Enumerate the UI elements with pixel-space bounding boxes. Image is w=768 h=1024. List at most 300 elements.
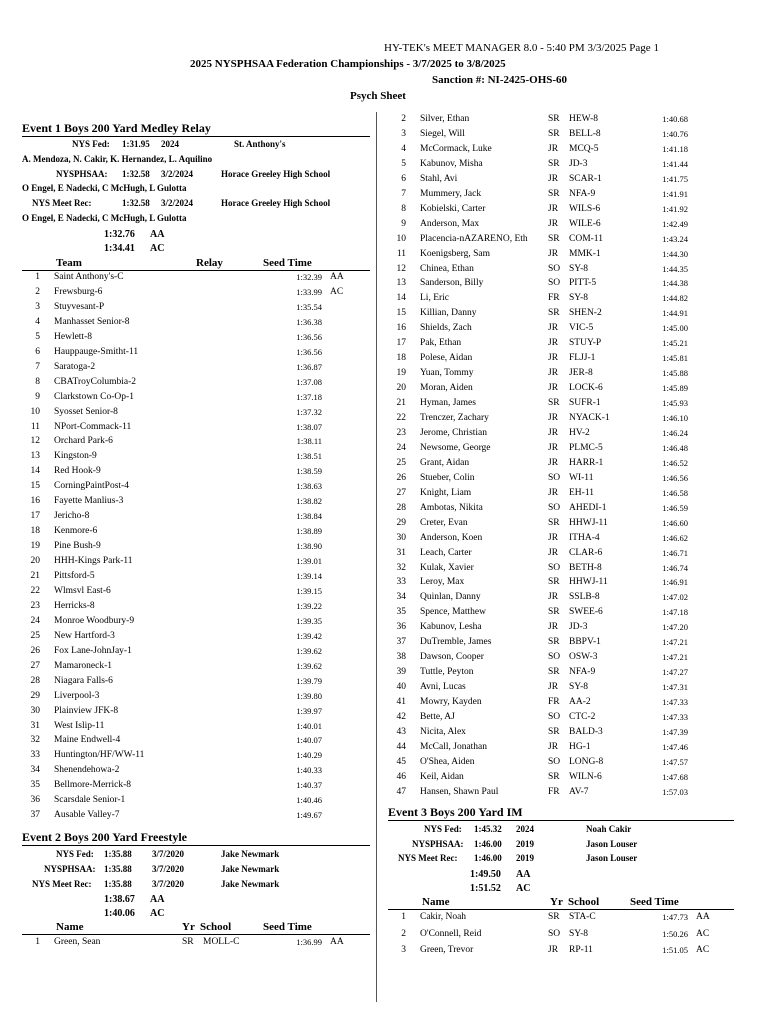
entry-seed-time: 1:45.93 xyxy=(662,398,688,409)
entry-seed-time: 1:45.81 xyxy=(662,353,688,364)
entry-rank: 32 xyxy=(30,735,40,746)
entry-seed-time: 1:40.76 xyxy=(662,128,688,139)
entry-school: SWEE-6 xyxy=(569,607,603,618)
relay-entry-row xyxy=(22,719,370,733)
event3-record-meet-time: 1:46.00 xyxy=(474,853,502,863)
entry-seed-time: 1:47.18 xyxy=(662,607,688,618)
entry-year: SR xyxy=(548,128,560,139)
entry-seed-time: 1:37.08 xyxy=(296,376,322,387)
event2-standard-ac-time: 1:40.06 xyxy=(104,908,135,919)
entry-seed-time: 1:47.21 xyxy=(662,652,688,663)
entry-seed-time: 1:47.31 xyxy=(662,682,688,693)
entry-team: Mamaroneck-1 xyxy=(54,660,113,671)
swimmer-entry-row xyxy=(388,396,734,410)
entry-seed-time: 1:39.35 xyxy=(296,615,322,626)
entry-seed-time: 1:47.39 xyxy=(662,726,688,737)
event1-standard-ac-time: 1:34.41 xyxy=(104,243,135,254)
entry-standard: AC xyxy=(330,286,344,297)
swimmer-entry-row xyxy=(388,262,734,276)
entry-name: Creter, Evan xyxy=(420,517,468,528)
event2-record-nysfed-time: 1:35.88 xyxy=(104,849,132,859)
entry-rank: 24 xyxy=(30,615,40,626)
swimmer-entry-row xyxy=(388,755,734,769)
entry-seed-time: 1:38.84 xyxy=(296,511,322,522)
entry-year: SR xyxy=(548,726,560,737)
entry-rank: 33 xyxy=(396,577,406,588)
entry-rank: 23 xyxy=(396,427,406,438)
event2-record-nysfed-date: 3/7/2020 xyxy=(152,849,185,859)
swimmer-entry-row xyxy=(388,665,734,679)
event1-record-nysphsaa-time: 1:32.58 xyxy=(122,169,150,179)
entry-rank: 29 xyxy=(30,690,40,701)
swimmer-entry-row xyxy=(388,785,734,799)
entry-name: Stahl, Avi xyxy=(420,173,458,184)
entry-year: JR xyxy=(548,487,559,498)
entry-rank: 8 xyxy=(401,203,406,214)
event1-standard-ac-code: AC xyxy=(150,243,165,254)
software-header: HY-TEK's MEET MANAGER 8.0 - 5:40 PM 3/3/2025 Page 1 xyxy=(384,42,659,54)
event2-col-seed: Seed Time xyxy=(263,921,312,933)
entry-seed-time: 1:38.63 xyxy=(296,481,322,492)
event2-record-nysphsaa-time: 1:35.88 xyxy=(104,864,132,874)
relay-entry-row xyxy=(22,300,370,314)
entry-rank: 9 xyxy=(401,218,406,229)
event2-record-nysphsaa-date: 3/7/2020 xyxy=(152,864,185,874)
entry-team: Hewlett-8 xyxy=(54,331,92,342)
event1-record-nysfed-date: 2024 xyxy=(161,139,179,149)
entry-year: SR xyxy=(548,912,560,922)
entry-team: Fox Lane-JohnJay-1 xyxy=(54,645,132,656)
event3-record-nysfed-time: 1:45.32 xyxy=(474,824,502,834)
swimmer-entry-row xyxy=(388,680,734,694)
entry-name: Shields, Zach xyxy=(420,323,472,334)
entry-seed-time: 1:45.21 xyxy=(662,338,688,349)
entry-year: JR xyxy=(548,682,559,693)
entry-team: CorningPaintPost-4 xyxy=(54,481,129,492)
entry-seed-time: 1:46.91 xyxy=(662,577,688,588)
entry-seed-time: 1:40.07 xyxy=(296,735,322,746)
entry-school: WI-11 xyxy=(569,472,594,483)
event3-col-seed: Seed Time xyxy=(630,896,679,908)
entry-name: McCormack, Luke xyxy=(420,143,492,154)
entry-rank: 27 xyxy=(396,487,406,498)
entry-school: NYACK-1 xyxy=(569,413,610,423)
entry-rank: 20 xyxy=(30,556,40,567)
entry-team: Ausable Valley-7 xyxy=(54,810,120,821)
entry-rank: 30 xyxy=(30,705,40,716)
entry-seed-time: 1:46.74 xyxy=(662,562,688,573)
event1-record-meet-swimmers: O Engel, E Nadecki, C McHugh, L Gulotta xyxy=(22,213,187,223)
event1-record-nysphsaa-swimmers: O Engel, E Nadecki, C McHugh, L Gulotta xyxy=(22,183,187,193)
entry-rank: 47 xyxy=(396,786,406,797)
relay-entry-row xyxy=(22,449,370,463)
relay-entry-row xyxy=(22,733,370,747)
entry-rank: 42 xyxy=(396,712,406,722)
entry-team: Frewsburg-6 xyxy=(54,286,103,297)
event1-col-team: Team xyxy=(56,257,82,269)
entry-school: SSLB-8 xyxy=(569,592,600,603)
entry-team: Orchard Park-6 xyxy=(54,436,113,447)
entry-seed-time: 1:49.67 xyxy=(296,810,322,821)
entry-school: BALD-3 xyxy=(569,726,603,737)
entry-school: SY-8 xyxy=(569,928,589,939)
entry-name: Kabunov, Misha xyxy=(420,158,483,169)
entry-name: Hansen, Shawn Paul xyxy=(420,786,499,797)
entry-year: JR xyxy=(548,427,559,438)
entry-seed-time: 1:42.49 xyxy=(662,218,688,229)
entry-rank: 34 xyxy=(30,765,40,776)
entry-seed-time: 1:39.62 xyxy=(296,660,322,671)
entry-rank: 27 xyxy=(30,660,40,671)
entry-seed-time: 1:46.24 xyxy=(662,427,688,438)
event1-record-nysfed-swimmers: A. Mendoza, N. Cakir, K. Hernandez, L. Aquilino xyxy=(22,154,213,164)
event2-standard-ac-code: AC xyxy=(150,908,165,919)
entry-rank: 46 xyxy=(396,771,406,782)
entry-year: FR xyxy=(548,786,560,797)
entry-seed-time: 1:38.89 xyxy=(296,526,322,537)
entry-seed-time: 1:39.14 xyxy=(296,571,322,581)
entry-school: WILE-6 xyxy=(569,218,601,229)
entry-seed-time: 1:38.82 xyxy=(296,496,322,507)
swimmer-entry-row xyxy=(388,157,734,171)
event1-standard-aa-code: AA xyxy=(150,229,165,240)
swimmer-entry-row xyxy=(388,725,734,739)
entry-year: JR xyxy=(548,248,559,259)
entry-rank: 25 xyxy=(30,630,40,641)
entry-seed-time: 1:47.33 xyxy=(662,697,688,708)
event3-record-nysfed-holder: Noah Cakir xyxy=(586,824,632,834)
entry-rank: 39 xyxy=(396,667,406,678)
event2-record-meet-holder: Jake Newmark xyxy=(221,879,280,889)
entry-school: FLJJ-1 xyxy=(569,353,596,364)
entry-school: MCQ-5 xyxy=(569,143,599,154)
entry-rank: 43 xyxy=(396,726,406,737)
entry-seed-time: 1:47.68 xyxy=(662,771,688,782)
relay-entry-row xyxy=(22,434,370,448)
entry-team: Saint Anthony's-C xyxy=(54,272,124,282)
entry-rank: 30 xyxy=(396,532,406,543)
event2-record-meet-time: 1:35.88 xyxy=(104,879,132,889)
entry-school: CLAR-6 xyxy=(569,547,603,558)
event3-record-nysphsaa-label: NYSPHSAA: xyxy=(412,839,464,849)
entry-year: JR xyxy=(548,442,559,453)
entry-name: Hyman, James xyxy=(420,398,476,409)
event2-col-yr: Yr xyxy=(182,921,195,933)
event1-record-nysfed-time: 1:31.95 xyxy=(122,139,150,149)
entry-school: CTC-2 xyxy=(569,712,596,722)
entry-school: STA-C xyxy=(569,912,596,922)
entry-year: JR xyxy=(548,173,559,184)
entry-rank: 45 xyxy=(396,756,406,767)
entry-name: Bette, AJ xyxy=(420,712,455,722)
entry-seed-time: 1:39.62 xyxy=(296,645,322,656)
entry-school: BETH-8 xyxy=(569,562,602,573)
entry-school: LOCK-6 xyxy=(569,383,603,394)
entry-rank: 16 xyxy=(396,323,406,334)
entry-school: BELL-8 xyxy=(569,128,601,139)
entry-seed-time: 1:32.39 xyxy=(296,272,322,282)
swimmer-entry-row xyxy=(388,426,734,440)
entry-school: JER-8 xyxy=(569,368,593,379)
sheet-title: Psych Sheet xyxy=(350,90,406,102)
relay-entry-row xyxy=(22,629,370,643)
event2-standard-aa-code: AA xyxy=(150,894,165,905)
entry-name: Leroy, Max xyxy=(420,577,465,588)
entry-rank: 36 xyxy=(30,795,40,806)
entry-year: JR xyxy=(548,413,559,423)
relay-entry-row xyxy=(22,584,370,598)
entry-school: WILN-6 xyxy=(569,771,602,782)
event2-rule xyxy=(22,845,370,846)
entry-name: Chinea, Ethan xyxy=(420,263,474,274)
event1-record-meet-label: NYS Meet Rec: xyxy=(32,198,92,208)
entry-year: SO xyxy=(548,928,561,939)
entry-rank: 11 xyxy=(30,421,40,432)
entry-name: Quinlan, Danny xyxy=(420,592,481,603)
relay-entry-row xyxy=(22,345,370,359)
entry-seed-time: 1:44.38 xyxy=(662,278,688,289)
entry-year: SR xyxy=(548,233,560,244)
entry-rank: 26 xyxy=(30,645,40,656)
entry-rank: 10 xyxy=(396,233,406,244)
entry-seed-time: 1:47.57 xyxy=(662,756,688,767)
entry-team: Manhasset Senior-8 xyxy=(54,316,130,327)
entry-name: Cakir, Noah xyxy=(420,912,467,922)
entry-team: West Islip-11 xyxy=(54,720,105,731)
entry-rank: 21 xyxy=(30,571,40,581)
entry-seed-time: 1:38.11 xyxy=(296,436,322,447)
event1-standard-aa-time: 1:32.76 xyxy=(104,229,135,240)
entry-name: Anderson, Max xyxy=(420,218,480,229)
swimmer-entry-row xyxy=(388,306,734,320)
event2-record-nysfed-holder: Jake Newmark xyxy=(221,849,280,859)
event1-col-relay: Relay xyxy=(196,257,223,269)
relay-entry-row xyxy=(22,270,370,284)
entry-seed-time: 1:37.32 xyxy=(296,406,322,417)
entry-name: O'Shea, Aiden xyxy=(420,756,475,767)
entry-rank: 5 xyxy=(401,158,406,169)
entry-rank: 44 xyxy=(396,741,406,752)
event3-record-nysphsaa-holder: Jason Louser xyxy=(586,839,638,849)
event3-record-nysphsaa-time: 1:46.00 xyxy=(474,839,502,849)
entry-name: Kulak, Xavier xyxy=(420,562,474,573)
entry-rank: 38 xyxy=(396,652,406,663)
entry-team: Stuyvesant-P xyxy=(54,301,105,312)
entry-year: SR xyxy=(548,607,560,618)
event3-record-meet-label: NYS Meet Rec: xyxy=(398,853,458,863)
swimmer-entry-row xyxy=(388,471,734,485)
entry-rank: 4 xyxy=(35,316,40,327)
entry-year: SO xyxy=(548,712,561,722)
entry-year: SO xyxy=(548,652,561,663)
entry-school: LONG-8 xyxy=(569,756,604,767)
entry-seed-time: 1:38.90 xyxy=(296,541,322,552)
relay-entry-row xyxy=(22,569,370,583)
relay-entry-row xyxy=(22,479,370,493)
entry-team: Red Hook-9 xyxy=(54,466,101,477)
entry-team: Kingston-9 xyxy=(54,451,97,462)
relay-entry-row xyxy=(22,420,370,434)
entry-rank: 19 xyxy=(30,541,40,552)
event1-record-meet-holder: Horace Greeley High School xyxy=(221,198,331,208)
entry-school: HHWJ-11 xyxy=(569,517,608,528)
entry-school: AA-2 xyxy=(569,697,591,708)
entry-team: CBATroyColumbia-2 xyxy=(54,376,136,387)
entry-seed-time: 1:39.80 xyxy=(296,690,322,701)
swimmer-entry-row xyxy=(388,486,734,500)
entry-school: AV-7 xyxy=(569,786,589,797)
entry-seed-time: 1:47.73 xyxy=(662,912,688,922)
entry-seed-time: 1:38.59 xyxy=(296,466,322,477)
entry-rank: 1 xyxy=(35,272,40,282)
entry-seed-time: 1:36.38 xyxy=(296,316,322,327)
swimmer-entry-row xyxy=(388,232,734,246)
entry-seed-time: 1:47.46 xyxy=(662,741,688,752)
entry-seed-time: 1:50.26 xyxy=(662,928,688,939)
entry-team: Syosset Senior-8 xyxy=(54,406,118,417)
entry-seed-time: 1:40.01 xyxy=(296,720,322,731)
entry-team: Liverpool-3 xyxy=(54,690,100,701)
entry-seed-time: 1:41.91 xyxy=(662,188,688,199)
entry-seed-time: 1:44.91 xyxy=(662,308,688,319)
entry-name: Keil, Aidan xyxy=(420,771,464,782)
entry-name: Koenigsberg, Sam xyxy=(420,248,491,259)
swimmer-entry-row xyxy=(388,411,734,425)
relay-entry-row xyxy=(22,539,370,553)
relay-entry-row xyxy=(22,315,370,329)
entry-seed-time: 1:36.56 xyxy=(296,331,322,342)
swimmer-entry-row xyxy=(388,172,734,186)
event3-col-name: Name xyxy=(422,896,450,908)
entry-rank: 22 xyxy=(396,413,406,423)
entry-rank: 5 xyxy=(35,331,40,342)
entry-rank: 21 xyxy=(396,398,406,409)
entry-team: Pine Bush-9 xyxy=(54,541,101,552)
entry-name: Placencia-nAZARENO, Eth xyxy=(420,233,528,244)
swimmer-entry-row xyxy=(388,531,734,545)
entry-seed-time: 1:51.05 xyxy=(662,945,688,955)
entry-rank: 41 xyxy=(396,697,406,708)
entry-seed-time: 1:46.59 xyxy=(662,502,688,513)
entry-rank: 31 xyxy=(396,547,406,558)
entry-seed-time: 1:47.27 xyxy=(662,667,688,678)
entry-year: SO xyxy=(548,756,561,767)
entry-seed-time: 1:38.07 xyxy=(296,421,322,432)
entry-team: Clarkstown Co-Op-1 xyxy=(54,391,134,402)
entry-name: O'Connell, Reid xyxy=(420,928,482,939)
event3-record-meet-date: 2019 xyxy=(516,853,534,863)
swimmer-entry-row xyxy=(22,935,370,949)
entry-year: JR xyxy=(548,323,559,334)
entry-name: Trenczer, Zachary xyxy=(420,413,489,423)
entry-year: JR xyxy=(548,143,559,154)
entry-rank: 36 xyxy=(396,622,406,633)
swimmer-entry-row xyxy=(388,336,734,350)
entry-rank: 24 xyxy=(396,442,406,453)
entry-seed-time: 1:43.24 xyxy=(662,233,688,244)
swimmer-entry-row xyxy=(388,620,734,634)
entry-school: WILS-6 xyxy=(569,203,601,214)
entry-name: McCall, Jonathan xyxy=(420,741,488,752)
entry-school: VIC-5 xyxy=(569,323,594,334)
entry-rank: 22 xyxy=(30,585,40,596)
event3-record-meet-holder: Jason Louser xyxy=(586,853,638,863)
entry-team: Monroe Woodbury-9 xyxy=(54,615,135,626)
swimmer-entry-row xyxy=(388,910,734,924)
column-divider xyxy=(376,112,377,1002)
entry-rank: 26 xyxy=(396,472,406,483)
entry-school: SCAR-1 xyxy=(569,173,602,184)
entry-team: Hauppauge-Smitht-11 xyxy=(54,346,139,357)
event2-record-meet-date: 3/7/2020 xyxy=(152,879,185,889)
event2-col-school: School xyxy=(200,921,232,933)
entry-seed-time: 1:39.22 xyxy=(296,600,322,611)
entry-rank: 12 xyxy=(396,263,406,274)
entry-seed-time: 1:46.56 xyxy=(662,472,688,483)
entry-year: SR xyxy=(548,771,560,782)
entry-rank: 32 xyxy=(396,562,406,573)
entry-year: JR xyxy=(548,368,559,379)
swimmer-entry-row xyxy=(388,291,734,305)
entry-seed-time: 1:46.62 xyxy=(662,532,688,543)
relay-entry-row xyxy=(22,748,370,762)
entry-name: Pak, Ethan xyxy=(420,338,462,349)
event1-record-nysphsaa-label: NYSPHSAA: xyxy=(56,169,108,179)
entry-year: JR xyxy=(548,945,559,955)
entry-seed-time: 1:41.92 xyxy=(662,203,688,214)
entry-rank: 7 xyxy=(401,188,406,199)
entry-rank: 16 xyxy=(30,496,40,507)
entry-year: SR xyxy=(548,637,560,648)
event3-record-nysfed-label: NYS Fed: xyxy=(424,824,462,834)
entry-year: JR xyxy=(548,218,559,229)
entry-rank: 20 xyxy=(396,383,406,394)
entry-rank: 8 xyxy=(35,376,40,387)
entry-year: JR xyxy=(548,741,559,752)
relay-entry-row xyxy=(22,778,370,792)
entry-rank: 15 xyxy=(396,308,406,319)
entry-name: Green, Trevor xyxy=(420,945,474,955)
entry-school: HEW-8 xyxy=(569,114,599,124)
entry-team: Bellmore-Merrick-8 xyxy=(54,780,132,791)
swimmer-entry-row xyxy=(388,112,734,126)
entry-name: Jerome, Christian xyxy=(420,427,488,438)
entry-school: HG-1 xyxy=(569,741,591,752)
entry-seed-time: 1:44.30 xyxy=(662,248,688,259)
entry-school: NFA-9 xyxy=(569,188,596,199)
relay-entry-row xyxy=(22,509,370,523)
entry-rank: 3 xyxy=(35,301,40,312)
swimmer-entry-row xyxy=(388,351,734,365)
entry-year: SR xyxy=(548,667,560,678)
entry-school: STUY-P xyxy=(569,338,602,349)
entry-rank: 2 xyxy=(401,114,406,124)
entry-seed-time: 1:35.54 xyxy=(296,301,322,312)
entry-name: DuTremble, James xyxy=(420,637,492,648)
swimmer-entry-row xyxy=(388,590,734,604)
entry-rank: 31 xyxy=(30,720,40,731)
entry-name: Mummery, Jack xyxy=(420,188,482,199)
entry-rank: 29 xyxy=(396,517,406,528)
entry-school: SY-8 xyxy=(569,263,589,274)
entry-seed-time: 1:47.21 xyxy=(662,637,688,648)
swimmer-entry-row xyxy=(388,943,734,957)
relay-entry-row xyxy=(22,793,370,807)
entry-year: SO xyxy=(548,278,561,289)
entry-rank: 11 xyxy=(396,248,406,259)
entry-seed-time: 1:41.44 xyxy=(662,158,688,169)
entry-year: JR xyxy=(548,457,559,468)
